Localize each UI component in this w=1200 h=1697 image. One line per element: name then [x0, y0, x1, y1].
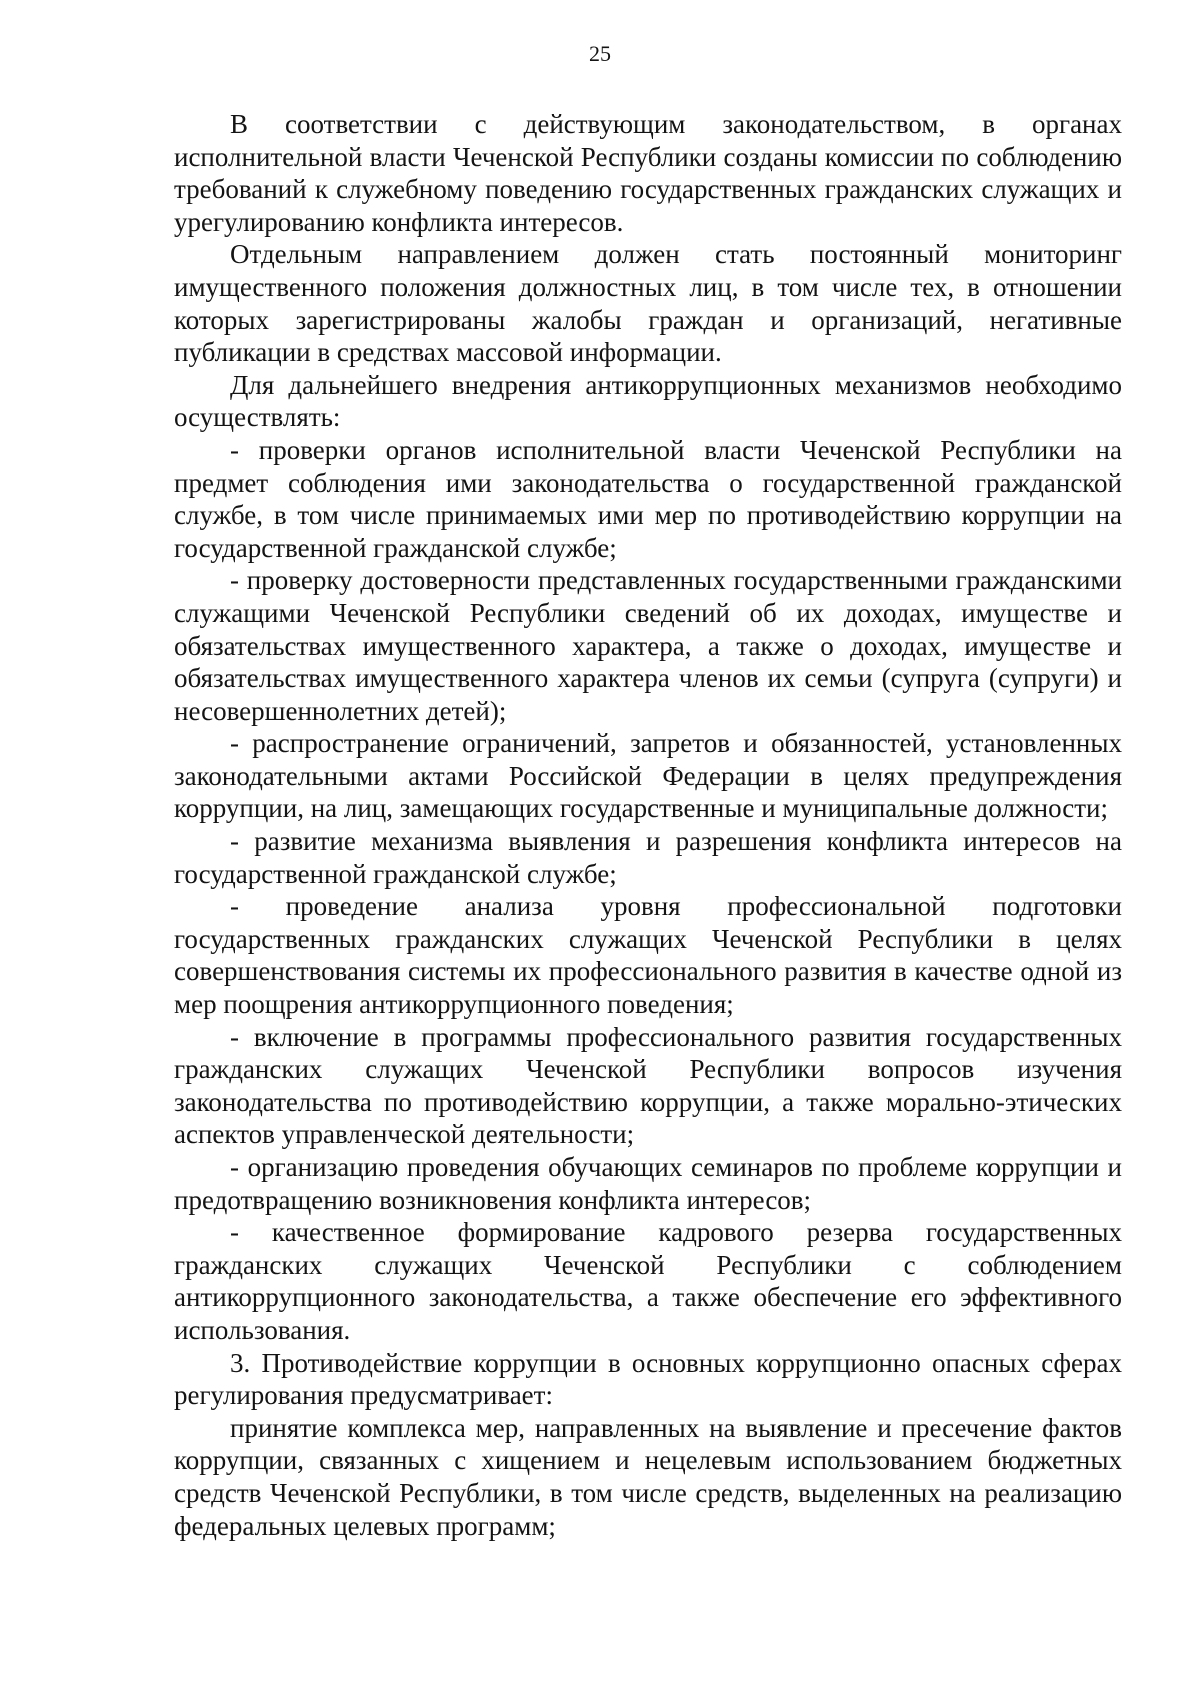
list-item-personnel-reserve: - качественное формирование кадрового резерва государственных гражданских служащих Чеченской Республики с соблюдением антикоррупционного законодательства, а также обеспечение его эффективного использования. [174, 1217, 1122, 1345]
document-body [174, 108, 1122, 1542]
paragraph-commissions: В соответствии с действующим законодательством, в органах исполнительной власти Чеченской Республики созданы комиссии по соблюдению требований к служебному поведению государственных гражданских служащих и урегулированию конфликта интересов. [174, 109, 1122, 237]
list-item-income-verification: - проверку достоверности представленных государственными гражданскими служащими Чеченской Республики сведений об их доходах, имуществе и обязательствах имущественного характера, а также о доходах, имуществе и обязательствах имущественного характера членов их семьи (супруга (супруги) и несовершеннолетних детей); [174, 565, 1122, 726]
list-item-restrictions: - распространение ограничений, запретов и обязанностей, установленных законодательными актами Российской Федерации в целях предупреждения коррупции, на лиц, замещающих государственные и муниципальные должности; [174, 728, 1122, 824]
list-item-education-programs: - включение в программы профессионального развития государственных гражданских служащих Чеченской Республики вопросов изучения законодательства по противодействию коррупции, а также морально-этических аспектов управленческой деятельности; [174, 1021, 1122, 1150]
paragraph-section-3: 3. Противодействие коррупции в основных коррупционно опасных сферах регулирования предусматривает: [174, 1347, 1122, 1411]
paragraph-property-monitoring: Отдельным направлением должен стать постоянный мониторинг имущественного положения должностных лиц, в том числе тех, в отношении которых зарегистрированы жалобы граждан и организаций, негативные публикации в средствах массовой информации. [174, 239, 1122, 368]
paragraph-mechanisms-intro: Для дальнейшего внедрения антикоррупционных механизмов необходимо осуществлять: [174, 369, 1122, 433]
list-item-inspections: - проверки органов исполнительной власти Чеченской Республики на предмет соблюдения ими законодательства о государственной гражданской службе, в том числе принимаемых ими мер по противодействию коррупции на государственной гражданской службе; [174, 434, 1122, 563]
list-item-seminars: - организацию проведения обучающих семинаров по проблеме коррупции и предотвращению возникновения конфликта интересов; [174, 1152, 1122, 1215]
list-item-conflict-of-interest: - развитие механизма выявления и разрешения конфликта интересов на государственной гражданской службе; [174, 826, 1122, 889]
paragraph-budget-measures: принятие комплекса мер, направленных на выявление и пресечение фактов коррупции, связанных с хищением и нецелевым использованием бюджетных средств Чеченской Республики, в том числе средств, выделенных на реализацию федеральных целевых программ; [174, 1412, 1122, 1541]
list-item-training-analysis: - проведение анализа уровня профессиональной подготовки государственных гражданских служащих Чеченской Республики в целях совершенствования системы их профессионального развития в качестве одной из мер поощрения антикоррупционного поведения; [174, 891, 1122, 1020]
page-number: 25 [589, 41, 611, 66]
